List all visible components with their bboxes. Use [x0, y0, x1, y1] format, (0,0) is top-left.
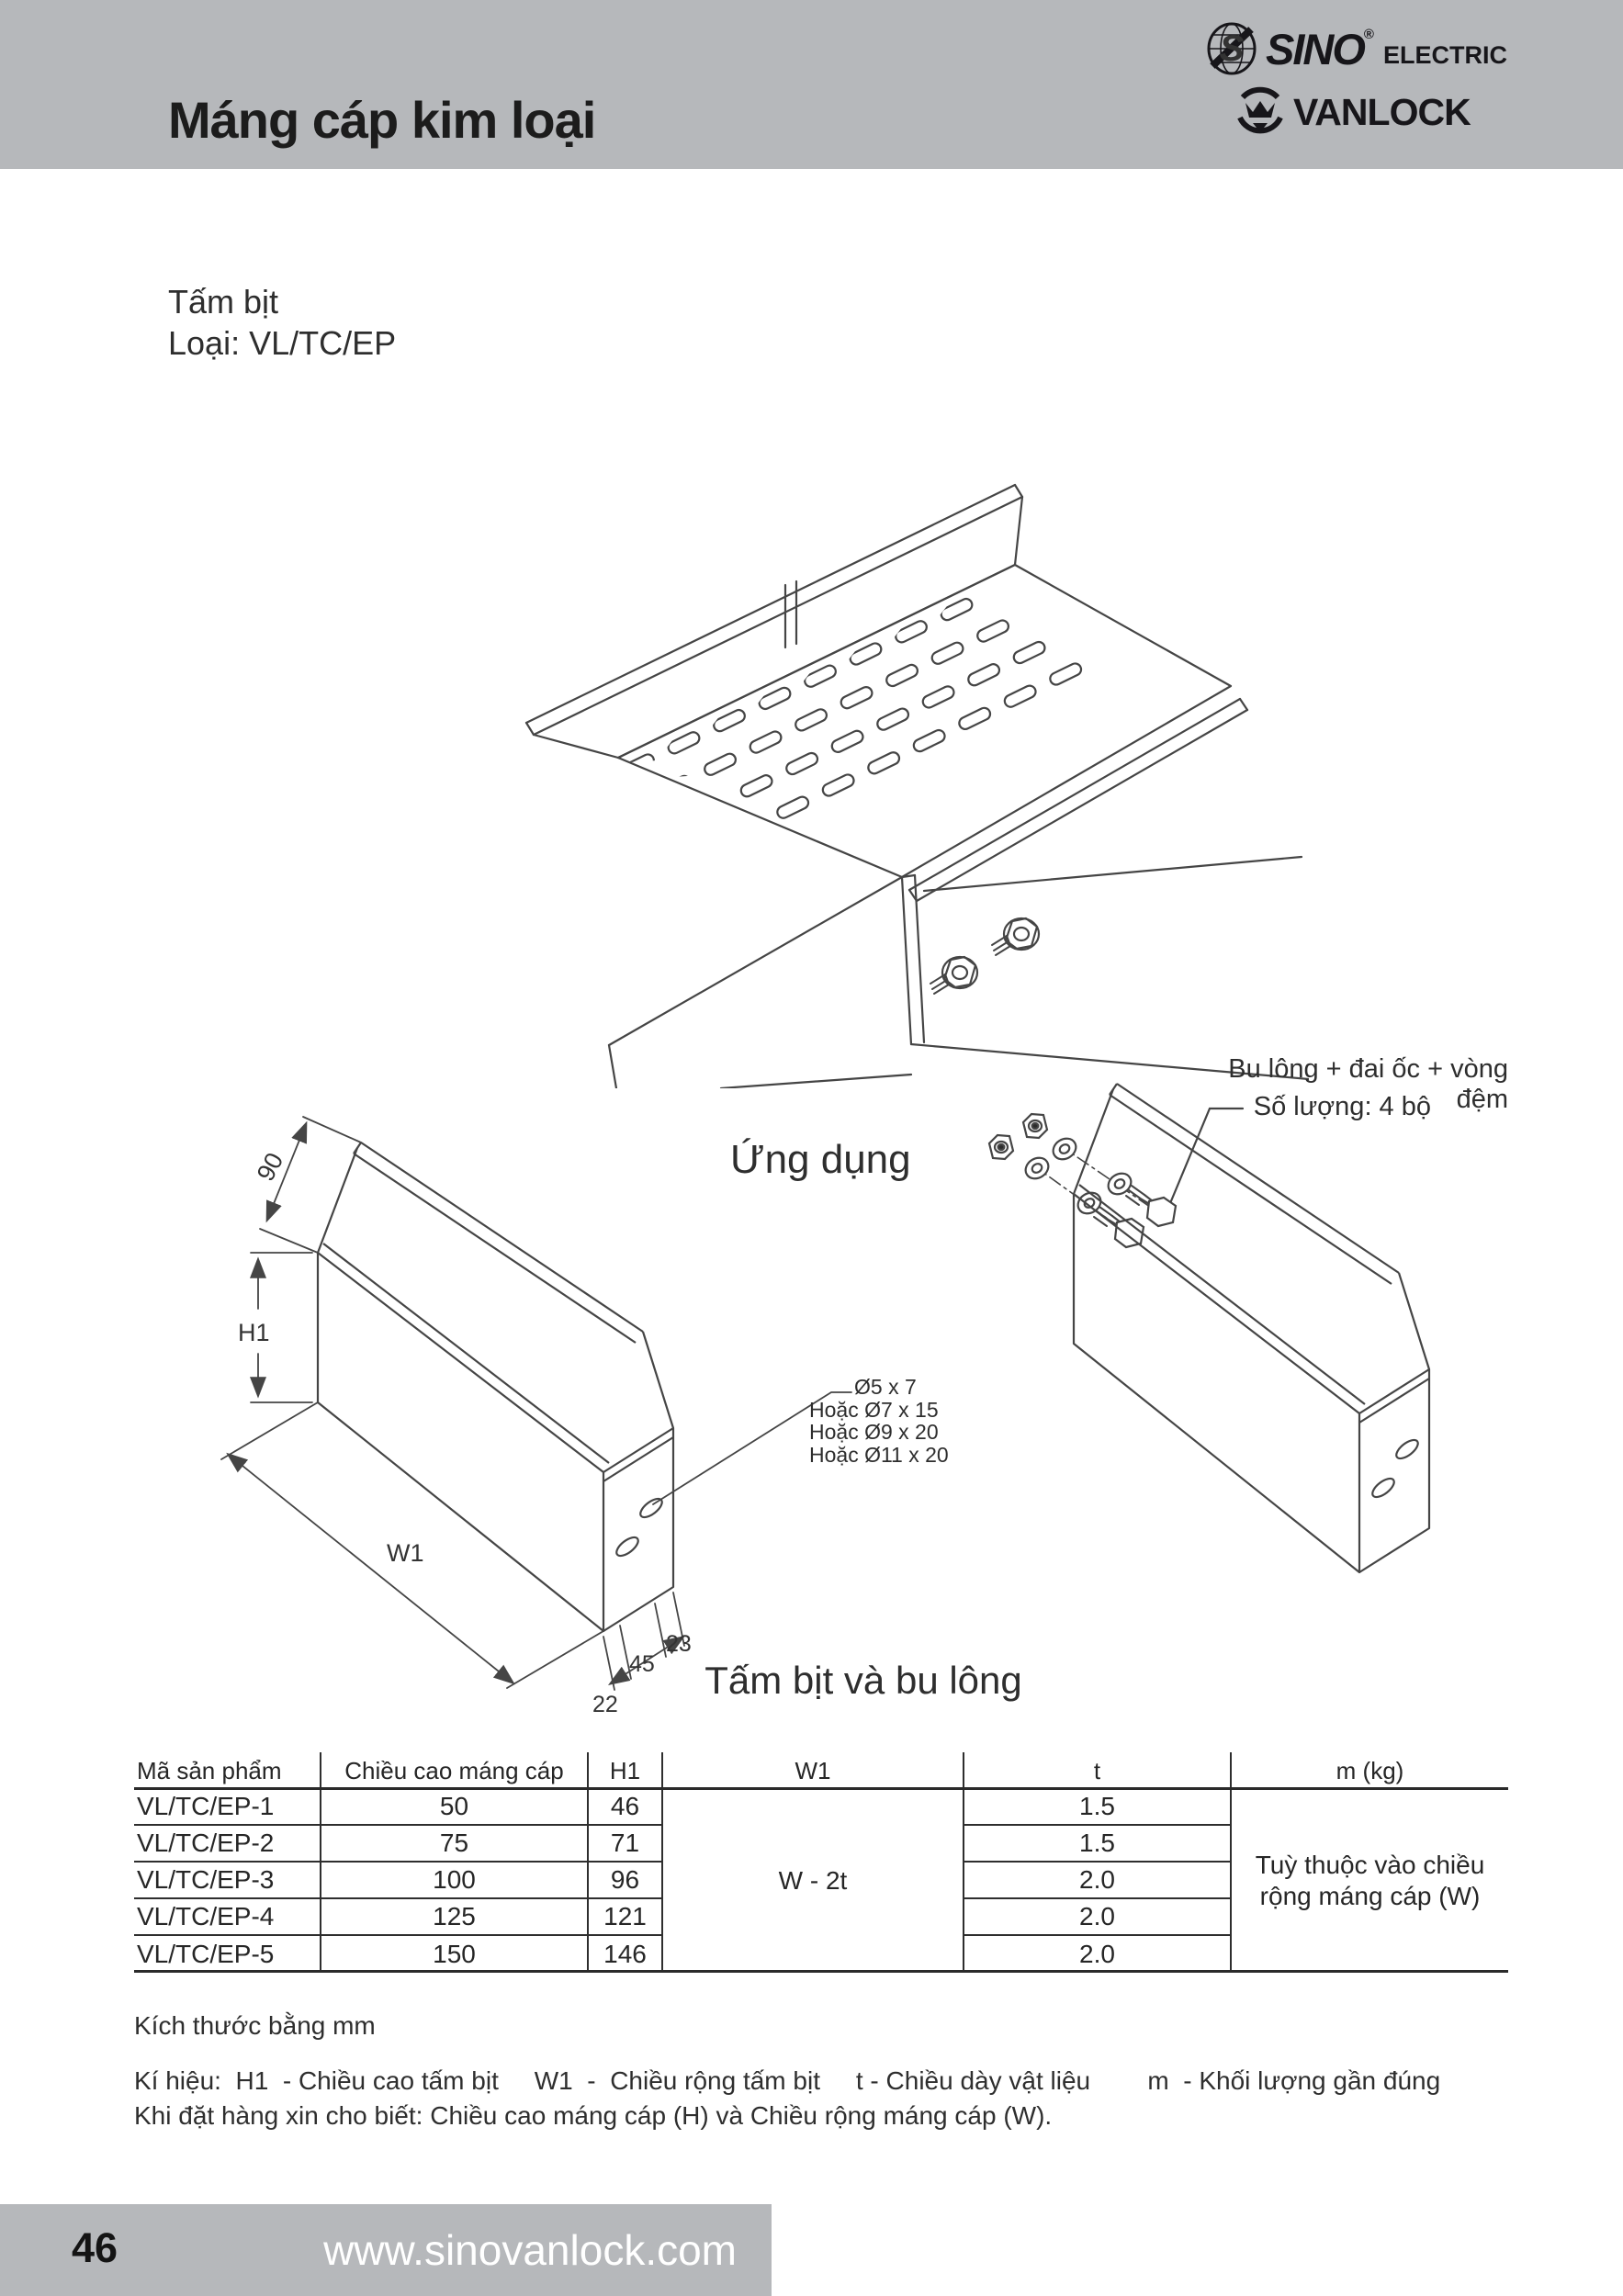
page-number: 46 — [72, 2224, 118, 2271]
table-cell: 121 — [589, 1899, 663, 1936]
perforation-slot — [921, 684, 956, 709]
product-name: Tấm bịt — [168, 283, 279, 321]
perforation-slot — [775, 794, 810, 819]
table-cell-w1-merged: W - 2t — [663, 1789, 964, 1973]
perforation-slot — [730, 817, 765, 842]
table-cell: 125 — [321, 1899, 589, 1936]
table-cell: 96 — [589, 1863, 663, 1899]
table-cell: 50 — [321, 1789, 589, 1826]
table-cell: 2.0 — [964, 1899, 1232, 1936]
table-row-code: VL/TC/EP-5 — [134, 1936, 321, 1973]
perforation-slot — [885, 663, 919, 688]
sino-electric-text: ELECTRIC — [1382, 40, 1507, 69]
perforation-slot — [894, 619, 929, 644]
perforation-slot — [739, 773, 774, 798]
perforation-slot — [957, 706, 992, 731]
perforation-slot — [866, 750, 901, 775]
svg-text:S: S — [1219, 28, 1245, 69]
perforation-slot — [966, 662, 1001, 687]
dim-w1-label: W1 — [387, 1539, 424, 1567]
product-type: Loại: VL/TC/EP — [168, 324, 397, 362]
vanlock-wordmark: VANLOCK — [1293, 90, 1471, 133]
perforation-slot — [975, 618, 1010, 643]
table-bottom-rule — [134, 1970, 1508, 1973]
col-header-h1: H1 — [589, 1752, 663, 1789]
perforation-slot — [912, 728, 947, 753]
product-block — [168, 281, 396, 364]
spec-table — [134, 1752, 1508, 1973]
perforation-slot — [840, 685, 874, 710]
website-link[interactable]: www.sinovanlock.com — [323, 2226, 737, 2274]
note-legend: Kí hiệu: H1 - Chiều cao tấm bịt W1 - Chiều rộng tấm bịt t - Chiều dày vật liệu m - Khối lượng gần đúng — [134, 2066, 1441, 2095]
sino-globe-icon — [1205, 20, 1258, 77]
table-header-rule — [134, 1787, 1508, 1790]
perforation-slot — [703, 752, 738, 777]
perforation-slot — [784, 751, 819, 776]
perforation-slot — [848, 641, 883, 666]
table-cell: 71 — [589, 1826, 663, 1863]
table-cell: 46 — [589, 1789, 663, 1826]
table-row-code: VL/TC/EP-3 — [134, 1863, 321, 1899]
cable-tray-isometric-drawing — [501, 482, 1309, 1088]
vanlock-logo — [1234, 84, 1471, 140]
table-cell: 100 — [321, 1863, 589, 1899]
perforation-slot — [875, 706, 910, 731]
table-cell: 146 — [589, 1936, 663, 1973]
perforation-slot — [794, 707, 828, 732]
perforation-slot — [1012, 640, 1047, 665]
table-row-code: VL/TC/EP-4 — [134, 1899, 321, 1936]
col-header-w1: W1 — [663, 1752, 964, 1789]
dim-23-label: 23 — [666, 1631, 692, 1657]
note-order: Khi đặt hàng xin cho biết: Chiều cao máng cáp (H) và Chiều rộng máng cáp (W). — [134, 2101, 1053, 2130]
table-row-code: VL/TC/EP-2 — [134, 1826, 321, 1863]
application-label: Ứng dụng — [730, 1137, 911, 1182]
table-cell: 1.5 — [964, 1826, 1232, 1863]
perforation-slot — [930, 641, 965, 666]
table-cell: 75 — [321, 1826, 589, 1863]
end-plate-with-bolts-drawing — [963, 1073, 1477, 1660]
sino-wordmark: SINO® — [1266, 24, 1372, 73]
table-cell: 150 — [321, 1936, 589, 1973]
note-units: Kích thước bằng mm — [134, 2011, 376, 2040]
col-header-t: t — [964, 1752, 1232, 1789]
dim-22-label: 22 — [592, 1692, 618, 1717]
perforation-slot — [803, 663, 838, 688]
table-cell: 2.0 — [964, 1936, 1232, 1973]
perforation-slot — [1048, 661, 1083, 686]
sino-electric-logo — [1205, 20, 1507, 77]
perforation-slot — [712, 708, 747, 733]
table-cell: 2.0 — [964, 1863, 1232, 1899]
perforation-slot — [757, 686, 792, 711]
page-title: Máng cáp kim loại — [168, 91, 596, 149]
perforation-slot — [693, 795, 728, 820]
table-row-code: VL/TC/EP-1 — [134, 1789, 321, 1826]
bolt-icon — [930, 918, 1039, 994]
perforation-slot — [666, 730, 701, 755]
perforation-slot — [749, 729, 783, 754]
vanlock-crown-icon — [1234, 84, 1286, 140]
registered-mark-icon: ® — [1363, 26, 1372, 42]
table-cell-m-merged: Tuỳ thuộc vào chiều rộng máng cáp (W) — [1255, 1851, 1485, 1910]
dim-h1-label: H1 — [238, 1319, 270, 1346]
perforation-slot — [939, 597, 974, 622]
bolt-note-line1: Bu lông + đai ốc + vòng đệm — [1228, 1054, 1508, 1114]
col-header-height: Chiều cao máng cáp — [321, 1752, 589, 1789]
figure-caption: Tấm bịt và bu lông — [704, 1659, 1022, 1702]
perforation-slot — [1003, 683, 1038, 708]
perforation-slot — [621, 752, 656, 777]
col-header-m: m (kg) — [1336, 1756, 1404, 1784]
dim-45-label: 45 — [629, 1651, 655, 1677]
dim-90-label: 90 — [251, 1148, 289, 1186]
perforation-slot — [821, 772, 856, 797]
bolt-note-line2: Số lượng: 4 bộ — [1253, 1092, 1431, 1121]
col-header-code: Mã sản phẩm — [134, 1752, 321, 1789]
perforation-slot — [830, 729, 865, 754]
table-cell: 1.5 — [964, 1789, 1232, 1826]
hole-size-callout: Ø5 x 7 Hoặc Ø7 x 15 Hoặc Ø9 x 20 Hoặc Ø11 x 20 — [809, 1375, 949, 1467]
